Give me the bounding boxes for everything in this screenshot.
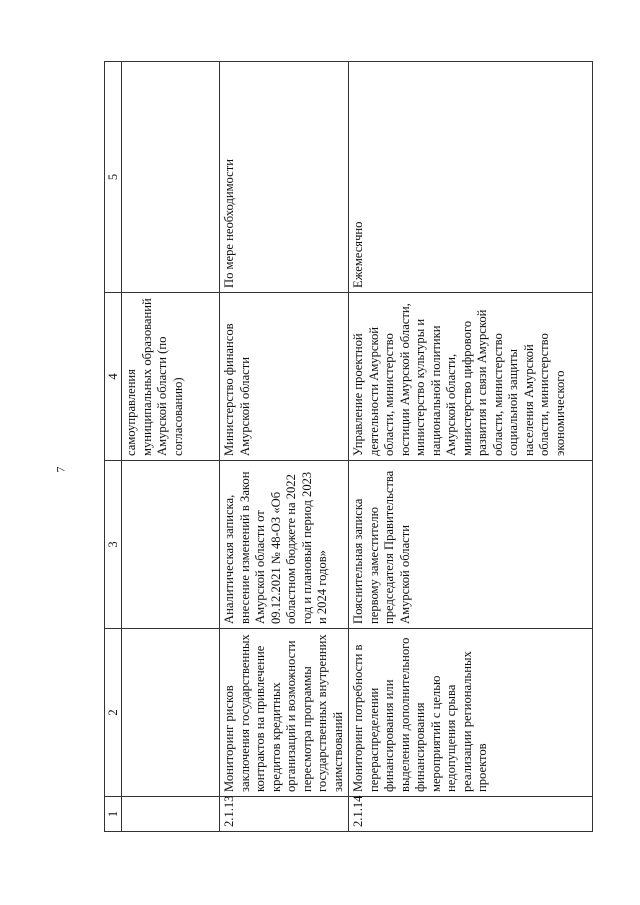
header-cell-1: 1 bbox=[105, 797, 122, 832]
row-measure: Мониторинг рисков заключения государственных контрактов на привлечение кредитов кредитных организаций и возможности пересмотра программы государственных внутренних заимствований bbox=[220, 629, 349, 797]
row-number: 2.1.13 bbox=[220, 797, 349, 832]
row-executor: самоуправления муниципальных образований Амурской области (по согласованию) bbox=[122, 293, 220, 461]
row-term: Ежемесячно bbox=[349, 62, 593, 293]
row-executor: Министерство финансов Амурской области bbox=[220, 293, 349, 461]
header-cell-3: 3 bbox=[105, 461, 122, 629]
table-header-row bbox=[105, 62, 122, 832]
row-document bbox=[122, 461, 220, 629]
row-document: Пояснительная записка первому заместителю председателя Правительства Амурской области bbox=[349, 461, 593, 629]
page-number: 7 bbox=[53, 466, 68, 473]
row-measure: Мониторинг потребности в перераспределении финансирования или выделении дополнительного финансирования мероприятий с целью недопущения срыва реализации региональных проектов bbox=[349, 629, 593, 797]
header-cell-5: 5 bbox=[105, 62, 122, 293]
table-row bbox=[349, 62, 593, 832]
row-term bbox=[122, 62, 220, 293]
table-row bbox=[220, 62, 349, 832]
row-number bbox=[122, 797, 220, 832]
table-row bbox=[122, 62, 220, 832]
measures-table bbox=[104, 61, 593, 832]
row-measure bbox=[122, 629, 220, 797]
row-term: По мере необходимости bbox=[220, 62, 349, 293]
header-cell-4: 4 bbox=[105, 293, 122, 461]
row-document: Аналитическая записка, внесение изменений в Закон Амурской области от 09.12.2021 № 48-ОЗ «Об областном бюджете на 2022 год и плановый период 2023 и 2024 годов» bbox=[220, 461, 349, 629]
rotated-table-wrapper bbox=[104, 62, 574, 832]
row-executor: Управление проектной деятельности Амурской области, министерство юстиции Амурской области, министерство культуры и национальной политики Амурской области, министерство цифрового развития и связи Амурской области, министерство социальной защиты населения Амурской области, министерство экономического bbox=[349, 293, 593, 461]
header-cell-2: 2 bbox=[105, 629, 122, 797]
row-number: 2.1.14 bbox=[349, 797, 593, 832]
